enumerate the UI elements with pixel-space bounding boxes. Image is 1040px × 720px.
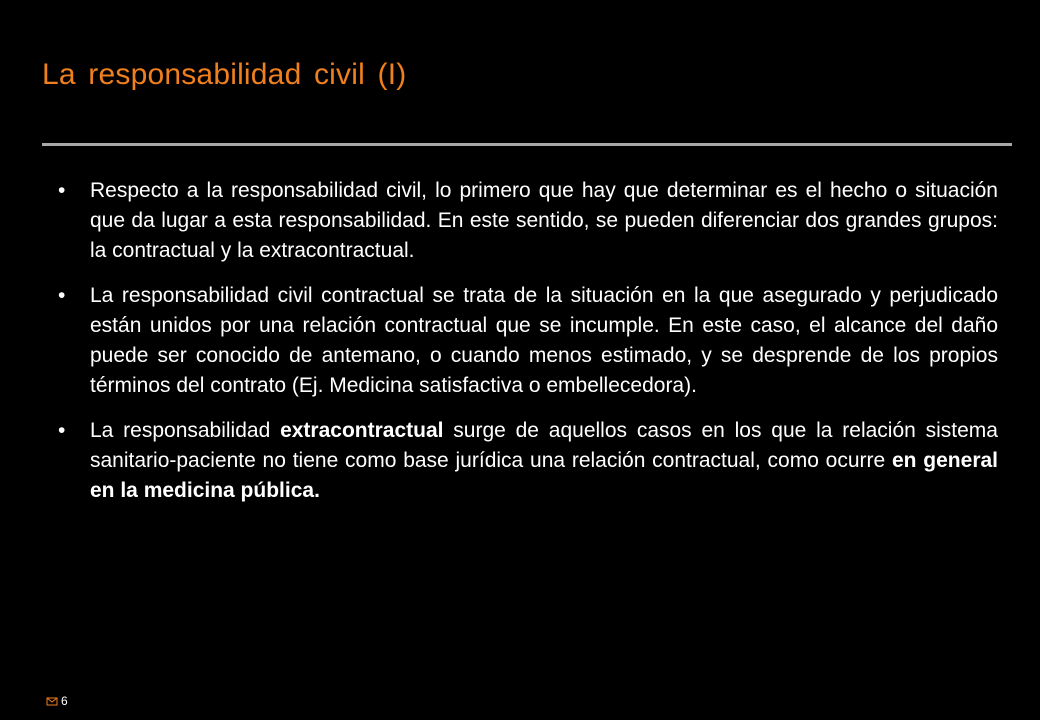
bullet-item-2 bbox=[58, 281, 998, 401]
slide-title: La responsabilidad civil (I) bbox=[42, 58, 407, 91]
bullet-dot: • bbox=[58, 419, 66, 442]
bullet-dot: • bbox=[58, 179, 66, 202]
envelope-icon bbox=[46, 695, 58, 707]
bullet-3-emphasis-extracontractual: extracontractual bbox=[280, 419, 444, 442]
bullet-item-1 bbox=[58, 176, 998, 266]
bullet-text-3 bbox=[90, 416, 998, 506]
title-divider bbox=[42, 143, 1012, 146]
bullet-3-part-3: surge de aquellos casos en los que la relación sistema sanitario-paciente no tiene como base jurídica una relación contractual, como ocurre bbox=[90, 419, 998, 472]
bullet-3-part-1: La responsabilidad bbox=[90, 419, 281, 442]
slide-footer bbox=[46, 694, 68, 708]
bullet-1-part-1: Respecto a la responsabilidad civil, lo primero que hay que determinar es el hecho o situación que da lugar a esta responsabilidad. En este sentido, se pueden diferenciar dos grandes grupos: la contractual y la extracontractual. bbox=[90, 179, 998, 262]
bullet-item-3 bbox=[58, 416, 998, 506]
bullet-2-part-1: La responsabilidad civil contractual se trata de la situación en la que asegurado y perjudicado están unidos por una relación contractual que se incumple. En este caso, el alcance del daño puede ser conocido de antemano, o cuando menos estimado, y se desprende de los propios términos del contrato (Ej. Medicina satisfactiva o embellecedora). bbox=[90, 284, 998, 397]
bullet-list bbox=[58, 176, 998, 521]
bullet-3-emphasis-medicina-publica: en general en la medicina pública. bbox=[90, 449, 999, 502]
page-number: 6 bbox=[61, 694, 68, 708]
bullet-text-2 bbox=[90, 281, 998, 401]
bullet-dot: • bbox=[58, 284, 66, 307]
bullet-text-1 bbox=[90, 176, 998, 266]
